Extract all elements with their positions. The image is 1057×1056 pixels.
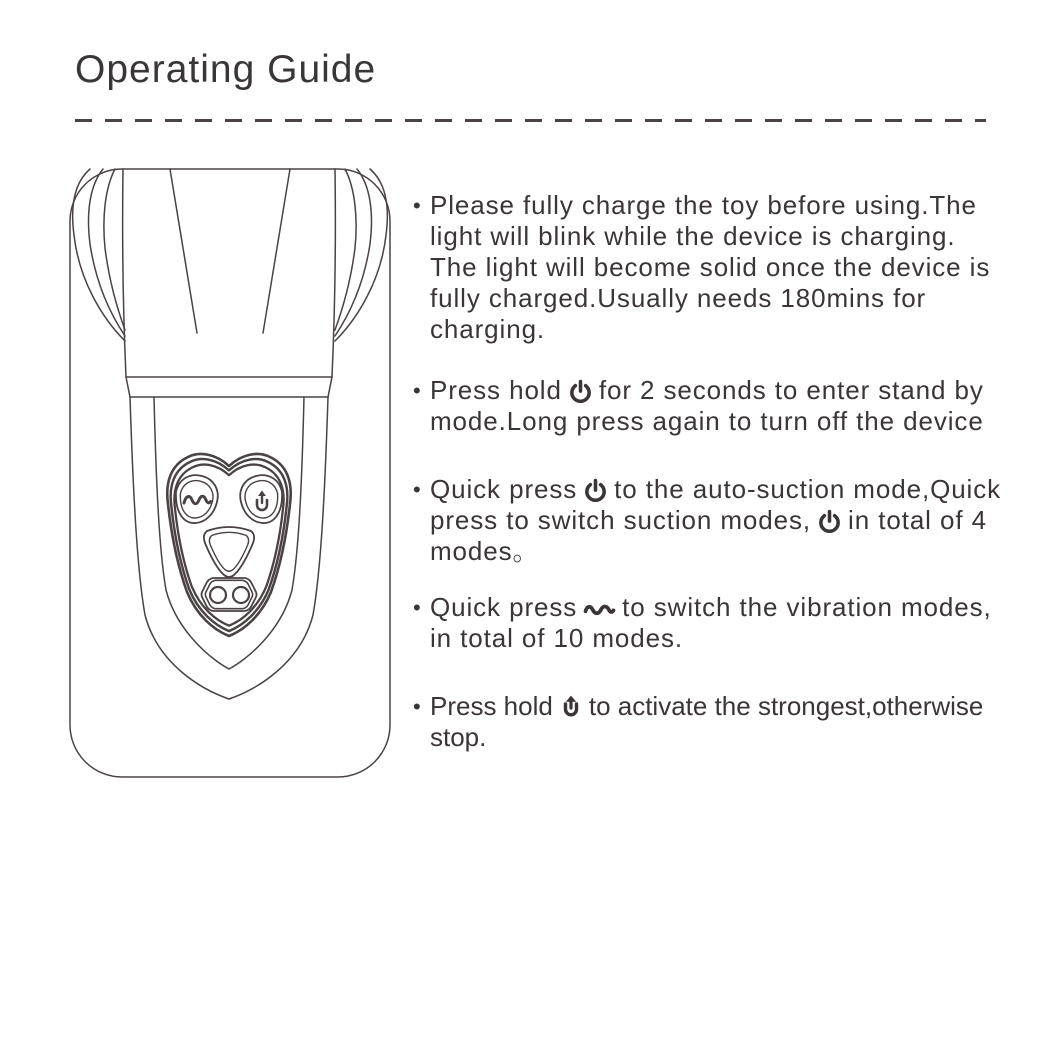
- charging-port: [202, 578, 257, 611]
- instruction-text: [430, 375, 1007, 437]
- boost-button: [240, 475, 282, 523]
- instruction-text-segment: Quick press: [430, 474, 578, 504]
- instruction-text-segment: to the auto-suction mode,Quick press to switch suction modes,: [430, 474, 1002, 535]
- power-icon: [568, 379, 593, 404]
- power-icon: [583, 478, 608, 503]
- instructions-list: [413, 190, 1007, 753]
- instruction-power: [413, 375, 1007, 437]
- instruction-text: [430, 474, 1007, 567]
- title-divider: [75, 119, 986, 122]
- bullet-marker: •: [413, 694, 422, 719]
- instruction-text-segment: in total of 4 modes。: [430, 505, 987, 566]
- instruction-vibration-modes: [413, 592, 1007, 654]
- boost-arrow-icon: [559, 694, 583, 720]
- vibration-wave-icon: [583, 600, 616, 618]
- boost-arrow-icon: [257, 491, 267, 511]
- instruction-text-segment: for 2 seconds to enter stand by mode.Long press again to turn off the device: [430, 375, 984, 436]
- charging-pin-left: [210, 587, 226, 603]
- power-icon: [817, 509, 842, 534]
- page-title: Operating Guide: [75, 48, 377, 91]
- device-band: [126, 377, 332, 397]
- bullet-marker: •: [413, 193, 422, 218]
- instruction-text: [430, 190, 1007, 345]
- device-sleeve: [73, 169, 388, 377]
- instruction-text: [430, 691, 1007, 753]
- device-illustration: [57, 160, 401, 785]
- instruction-text: [430, 592, 1007, 654]
- bullet-marker: •: [413, 595, 422, 620]
- instruction-text-segment: Quick press: [430, 592, 578, 622]
- instruction-text-segment: to switch the vibration modes, in total of 10 modes.: [430, 592, 992, 653]
- instruction-charging: [413, 190, 1007, 345]
- instruction-text-segment: Please fully charge the toy before using.The light will blink while the device is charging. The light will become solid once the device is fully charged.Usually needs 180mins for charging.: [430, 190, 991, 344]
- bullet-marker: •: [413, 477, 422, 502]
- vibration-wave-icon: [184, 496, 211, 504]
- instruction-text-segment: to activate the strongest,otherwise stop.: [430, 691, 984, 752]
- instruction-suction-modes: [413, 474, 1007, 567]
- charging-pin-right: [233, 587, 249, 603]
- bullet-marker: •: [413, 378, 422, 403]
- mode-button: [204, 527, 254, 577]
- instruction-text-segment: Press hold: [430, 375, 562, 405]
- device-front-face: [130, 397, 328, 699]
- instruction-boost: [413, 691, 1007, 753]
- device-figure: [57, 160, 401, 790]
- instruction-text-segment: Press hold: [430, 691, 553, 721]
- vibration-button: [176, 475, 218, 523]
